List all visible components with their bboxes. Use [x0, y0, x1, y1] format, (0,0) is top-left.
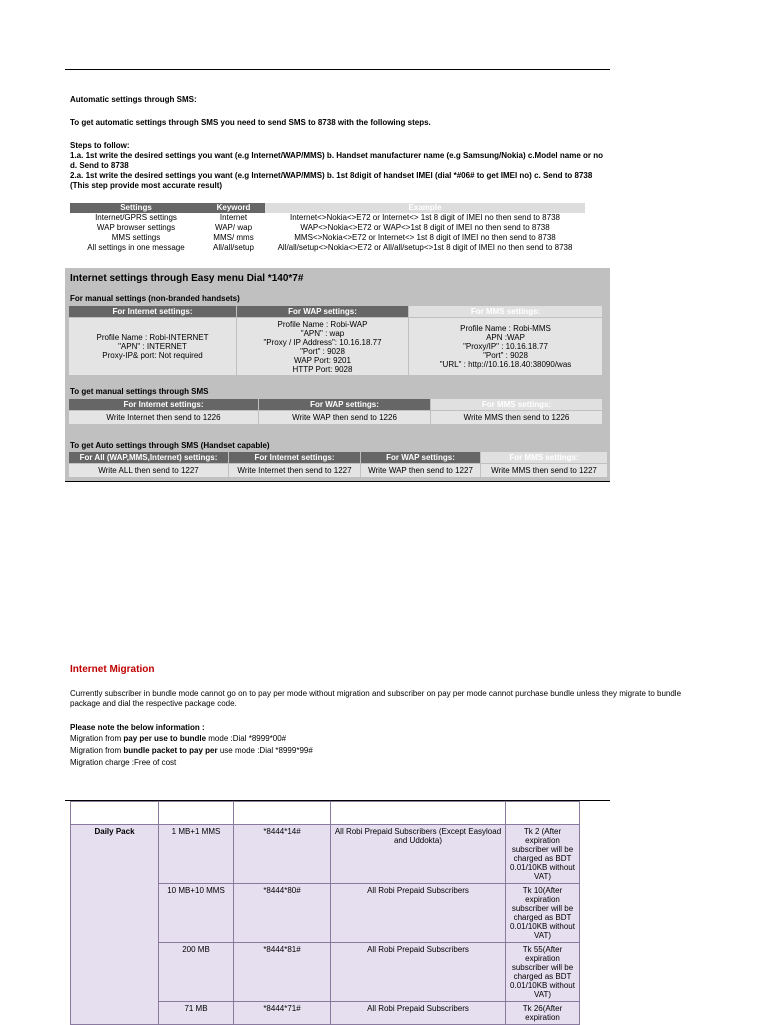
table-cell: All/all/setup<>Nokia<>E72 or All/all/setup<>1st 8 digit of IMEI no then send to 8738: [277, 243, 573, 252]
setting-line: WAP Port: 9201: [294, 355, 351, 365]
auto-mms-header: For MMS settings:: [481, 452, 608, 464]
auto-wap-header: For WAP settings:: [361, 452, 481, 464]
keyword-table-header: [70, 203, 585, 213]
pack-eligibility: All Robi Prepaid Subscribers: [331, 943, 506, 1002]
steps-label: Steps to follow:: [70, 141, 130, 150]
col-example: Example: [265, 203, 585, 213]
sms-wap-cell: Write WAP then send to 1226: [259, 411, 431, 425]
auto-wap-cell: Write WAP then send to 1227: [361, 464, 481, 478]
pack-code: *8444*14#: [234, 825, 331, 884]
table-cell: MMS/ mms: [213, 233, 254, 242]
manual-settings-table: [68, 305, 603, 376]
manual-mms-cell: [409, 318, 603, 376]
migration-paragraph: Currently subscriber in bundle mode cannot go on to pay per mode without migration and subscriber on pay per mode cannot purchase bundle unless they migrate to bundle package and dial the respective package code.: [70, 689, 682, 708]
pack-volume: 200 MB: [159, 943, 234, 1002]
migration-line-1: [70, 734, 286, 744]
step-2: 2.a. 1st write the desired settings you want (e.g Internet/WAP/MMS) b. 1st 8digit of handset IMEI (dial *#06# to get IMEI no) c. Send to 8738 (This step provide most accurate result): [70, 171, 593, 190]
setting-line: Proxy-IP& port: Not required: [102, 351, 203, 360]
auto-sms-heading: To get Auto settings through SMS (Handset capable): [70, 441, 270, 450]
pack-price: Tk 26(After expiration: [506, 1002, 580, 1025]
sms-mms-header: For MMS settings:: [431, 399, 603, 411]
auto-internet-cell: Write Internet then send to 1227: [229, 464, 361, 478]
manual-settings-heading: For manual settings (non-branded handsets): [70, 294, 240, 303]
setting-line: "Port" : 9028: [483, 351, 528, 360]
setting-line: "APN" : wap: [300, 328, 345, 338]
setting-line: "Proxy/IP" : 10.16.18.77: [463, 342, 548, 351]
table-cell: [234, 802, 331, 825]
auto-settings-lead: To get automatic settings through SMS you need to send SMS to 8738 with the following steps.: [70, 118, 431, 127]
setting-line: "Proxy / IP Address": 10.16.18.77: [263, 337, 382, 347]
pack-price: Tk 10(After expiration subscriber will be charged as BDT 0.01/10KB without VAT): [506, 884, 580, 943]
setting-line: APN :WAP: [486, 333, 525, 342]
setting-line: "URL" : http://10.16.18.40:38090/was: [439, 360, 572, 369]
setting-line: Profile Name : Robi-WAP: [277, 319, 368, 329]
manual-wap-cell: [237, 318, 409, 376]
migration-line-3: Migration charge :Free of cost: [70, 758, 177, 767]
setting-line: Profile Name : Robi-MMS: [460, 324, 551, 333]
table-cell: MMS settings: [111, 233, 161, 242]
auto-settings-table: [68, 451, 608, 478]
sms-mms-cell: Write MMS then send to 1226: [431, 411, 603, 425]
top-rule: [65, 69, 610, 70]
pack-volume: 1 MB+1 MMS: [159, 825, 234, 884]
manual-internet-header: For Internet settings:: [69, 306, 237, 318]
col-settings: Settings: [70, 203, 202, 213]
pack-eligibility: All Robi Prepaid Subscribers: [331, 1002, 506, 1025]
pack-code: *8444*81#: [234, 943, 331, 1002]
table-row: [71, 802, 580, 825]
table-cell: WAP<>Nokia<>E72 or WAP<>1st 8 digit of IMEI no then send to 8738: [300, 223, 550, 232]
pack-price: Tk 55(After expiration subscriber will be charged as BDT 0.01/10KB without VAT): [506, 943, 580, 1002]
table-cell: [506, 802, 580, 825]
manual-mms-header: For MMS settings:: [409, 306, 603, 318]
migration-line-2: [70, 746, 313, 756]
table-cell: [159, 802, 234, 825]
setting-line: "APN" : INTERNET: [118, 342, 187, 351]
pack-volume: 10 MB+10 MMS: [159, 884, 234, 943]
text-span: mode :Dial *8999*00#: [206, 734, 287, 743]
table-cell: MMS<>Nokia<>E72 or Internet<> 1st 8 digit of IMEI no then send to 8738: [294, 233, 556, 242]
manual-wap-header: For WAP settings:: [237, 306, 409, 318]
text-span-bold: pay per use to bundle: [123, 734, 207, 743]
setting-line: Profile Name : Robi-INTERNET: [96, 333, 209, 342]
pack-code: *8444*80#: [234, 884, 331, 943]
setting-line: HTTP Port: 9028: [292, 364, 353, 374]
table-cell: Internet/GPRS settings: [95, 213, 177, 222]
table-cell: WAP/ wap: [214, 223, 253, 232]
table-cell: Internet<>Nokia<>E72 or Internet<> 1st 8 digit of IMEI no then send to 8738: [290, 213, 560, 222]
table-row: [70, 223, 585, 233]
sms-internet-header: For Internet settings:: [69, 399, 259, 411]
text-span: Migration from: [70, 746, 124, 755]
sms-settings-heading: To get manual settings through SMS: [70, 387, 209, 396]
table-row: [70, 213, 585, 223]
auto-all-header: For All (WAP,MMS,Internet) settings:: [69, 452, 229, 464]
text-span: Migration from: [70, 734, 124, 743]
pack-table: [70, 801, 580, 1025]
table-cell: All settings in one message: [87, 243, 185, 252]
step-1: 1.a. 1st write the desired settings you want (e.g Internet/WAP/MMS) b. Handset manufacturer name (e.g Samsung/Nokia) c.Model name or no d. Send to 8738: [70, 151, 603, 170]
migration-note: Please note the below information :: [70, 723, 205, 732]
table-cell: Internet: [219, 213, 248, 222]
manual-internet-cell: [69, 318, 237, 376]
auto-internet-header: For Internet settings:: [229, 452, 361, 464]
pack-price: Tk 2 (After expiration subscriber will be charged as BDT 0.01/10KB without VAT): [506, 825, 580, 884]
table-row: [70, 243, 585, 253]
col-keyword: Keyword: [202, 203, 265, 213]
auto-mms-cell: Write MMS then send to 1227: [481, 464, 608, 478]
sms-wap-header: For WAP settings:: [259, 399, 431, 411]
pack-code: *8444*71#: [234, 1002, 331, 1025]
panel-title: Internet settings through Easy menu Dial *140*7#: [70, 273, 304, 284]
pack-volume: 71 MB: [159, 1002, 234, 1025]
auto-settings-heading: Automatic settings through SMS:: [70, 95, 197, 104]
table-cell: WAP browser settings: [96, 223, 176, 232]
pack-eligibility: All Robi Prepaid Subscribers (Except Easyload and Uddokta): [331, 825, 506, 884]
sms-internet-cell: Write Internet then send to 1226: [69, 411, 259, 425]
table-row: [70, 233, 585, 243]
table-cell: [71, 802, 159, 825]
pack-category: Daily Pack: [71, 825, 159, 1025]
setting-line: "Port" : 9028: [300, 346, 345, 356]
auto-all-cell: Write ALL then send to 1227: [69, 464, 229, 478]
migration-title: Internet Migration: [70, 664, 155, 675]
sms-settings-table: [68, 398, 603, 425]
keyword-table: [70, 203, 585, 253]
easy-menu-panel: [65, 268, 610, 482]
text-span: use mode :Dial *8999*99#: [217, 746, 313, 755]
text-span-bold: bundle packet to pay per: [123, 746, 218, 755]
pack-eligibility: All Robi Prepaid Subscribers: [331, 884, 506, 943]
table-cell: [331, 802, 506, 825]
table-cell: All/all/setup: [213, 243, 254, 252]
table-row: [71, 825, 580, 884]
